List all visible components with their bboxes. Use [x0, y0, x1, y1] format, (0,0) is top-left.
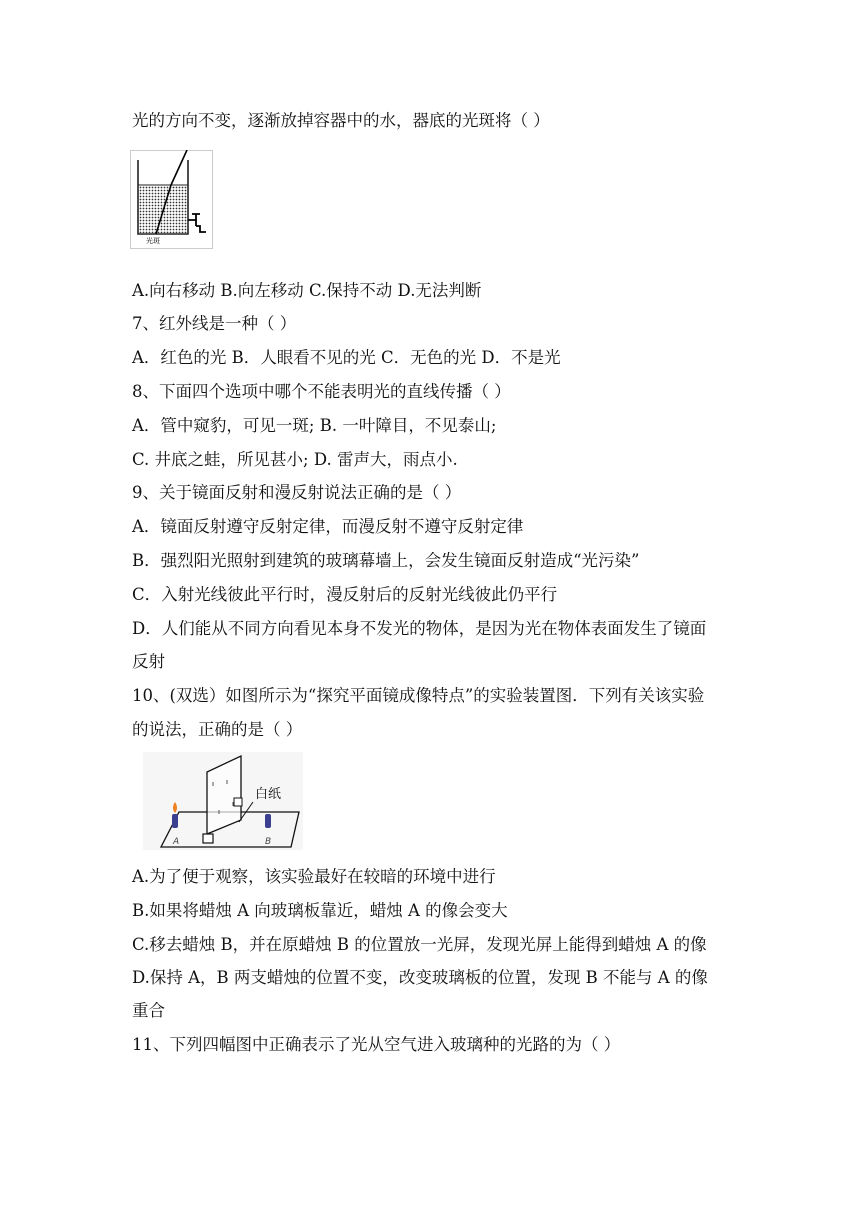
candle-b-label: B: [265, 837, 272, 847]
q9-option-a: A．镜面反射遵守反射定律，而漫反射不遵守反射定律: [132, 517, 524, 536]
drain-tap: [188, 214, 206, 232]
q9-option-b: B．强烈阳光照射到建筑的玻璃幕墙上，会发生镜面反射造成“光污染”: [132, 551, 640, 570]
plate-support: [203, 834, 213, 843]
candle-a-label: A: [173, 837, 180, 847]
figure-plane-mirror: [143, 752, 303, 854]
q10-option-b: B.如果将蜡烛 A 向玻璃板靠近，蜡烛 A 的像会变大: [132, 901, 508, 920]
white-paper-label: 白纸: [255, 787, 282, 802]
q11-stem: 11、下列四幅图中正确表示了光从空气进入玻璃种的光路的为（ ）: [132, 1035, 621, 1054]
q10-option-c: C.移去蜡烛 B，并在原蜡烛 B 的位置放一光屏，发现光屏上能得到蜡烛 A 的像: [132, 935, 707, 954]
q9-option-d-cont: 反射: [132, 652, 165, 671]
q10-option-d: D.保持 A，B 两支蜡烛的位置不变，改变玻璃板的位置，发现 B 不能与 A 的像: [132, 968, 708, 987]
q10-stem: 10、(双选）如图所示为“探究平面镜成像特点”的实验装置图．下列有关该实验: [132, 686, 705, 705]
q7-stem: 7、红外线是一种（ ）: [132, 314, 297, 333]
q8-stem: 8、下面四个选项中哪个不能表明光的直线传播（ ）: [132, 382, 511, 401]
q9-option-c: C．入射光线彼此平行时，漫反射后的反射光线彼此仍平行: [132, 585, 558, 604]
incident-ray: [171, 150, 187, 185]
q9-option-d: D．人们能从不同方向看见本身不发光的物体，是因为光在物体表面发生了镜面: [132, 619, 707, 638]
q6-stem-continued: 光的方向不变，逐渐放掉容器中的水，器底的光斑将（ ）: [132, 111, 550, 130]
candle-a: [172, 814, 178, 828]
q7-options: A．红色的光 B．人眼看不见的光 C．无色的光 D．不是光: [132, 348, 561, 367]
q10-stem-cont: 的说法，正确的是（ ）: [132, 720, 303, 739]
q10-option-d-cont: 重合: [132, 1001, 165, 1020]
figure-container-light: [130, 150, 214, 254]
q10-option-a: A.为了便于观察，该实验最好在较暗的环境中进行: [132, 867, 496, 886]
q8-options-ab: A．管中窥豹，可见一斑; B. 一叶障目，不见泰山;: [132, 416, 497, 435]
q9-stem: 9、关于镜面反射和漫反射说法正确的是（ ）: [132, 483, 462, 502]
light-spot-label: 光斑: [146, 237, 160, 245]
q6-options: A.向右移动 B.向左移动 C.保持不动 D.无法判断: [132, 281, 482, 300]
candle-b: [265, 814, 271, 828]
q8-options-cd: C. 井底之蛙，所见甚小; D. 雷声大，雨点小.: [132, 450, 458, 469]
